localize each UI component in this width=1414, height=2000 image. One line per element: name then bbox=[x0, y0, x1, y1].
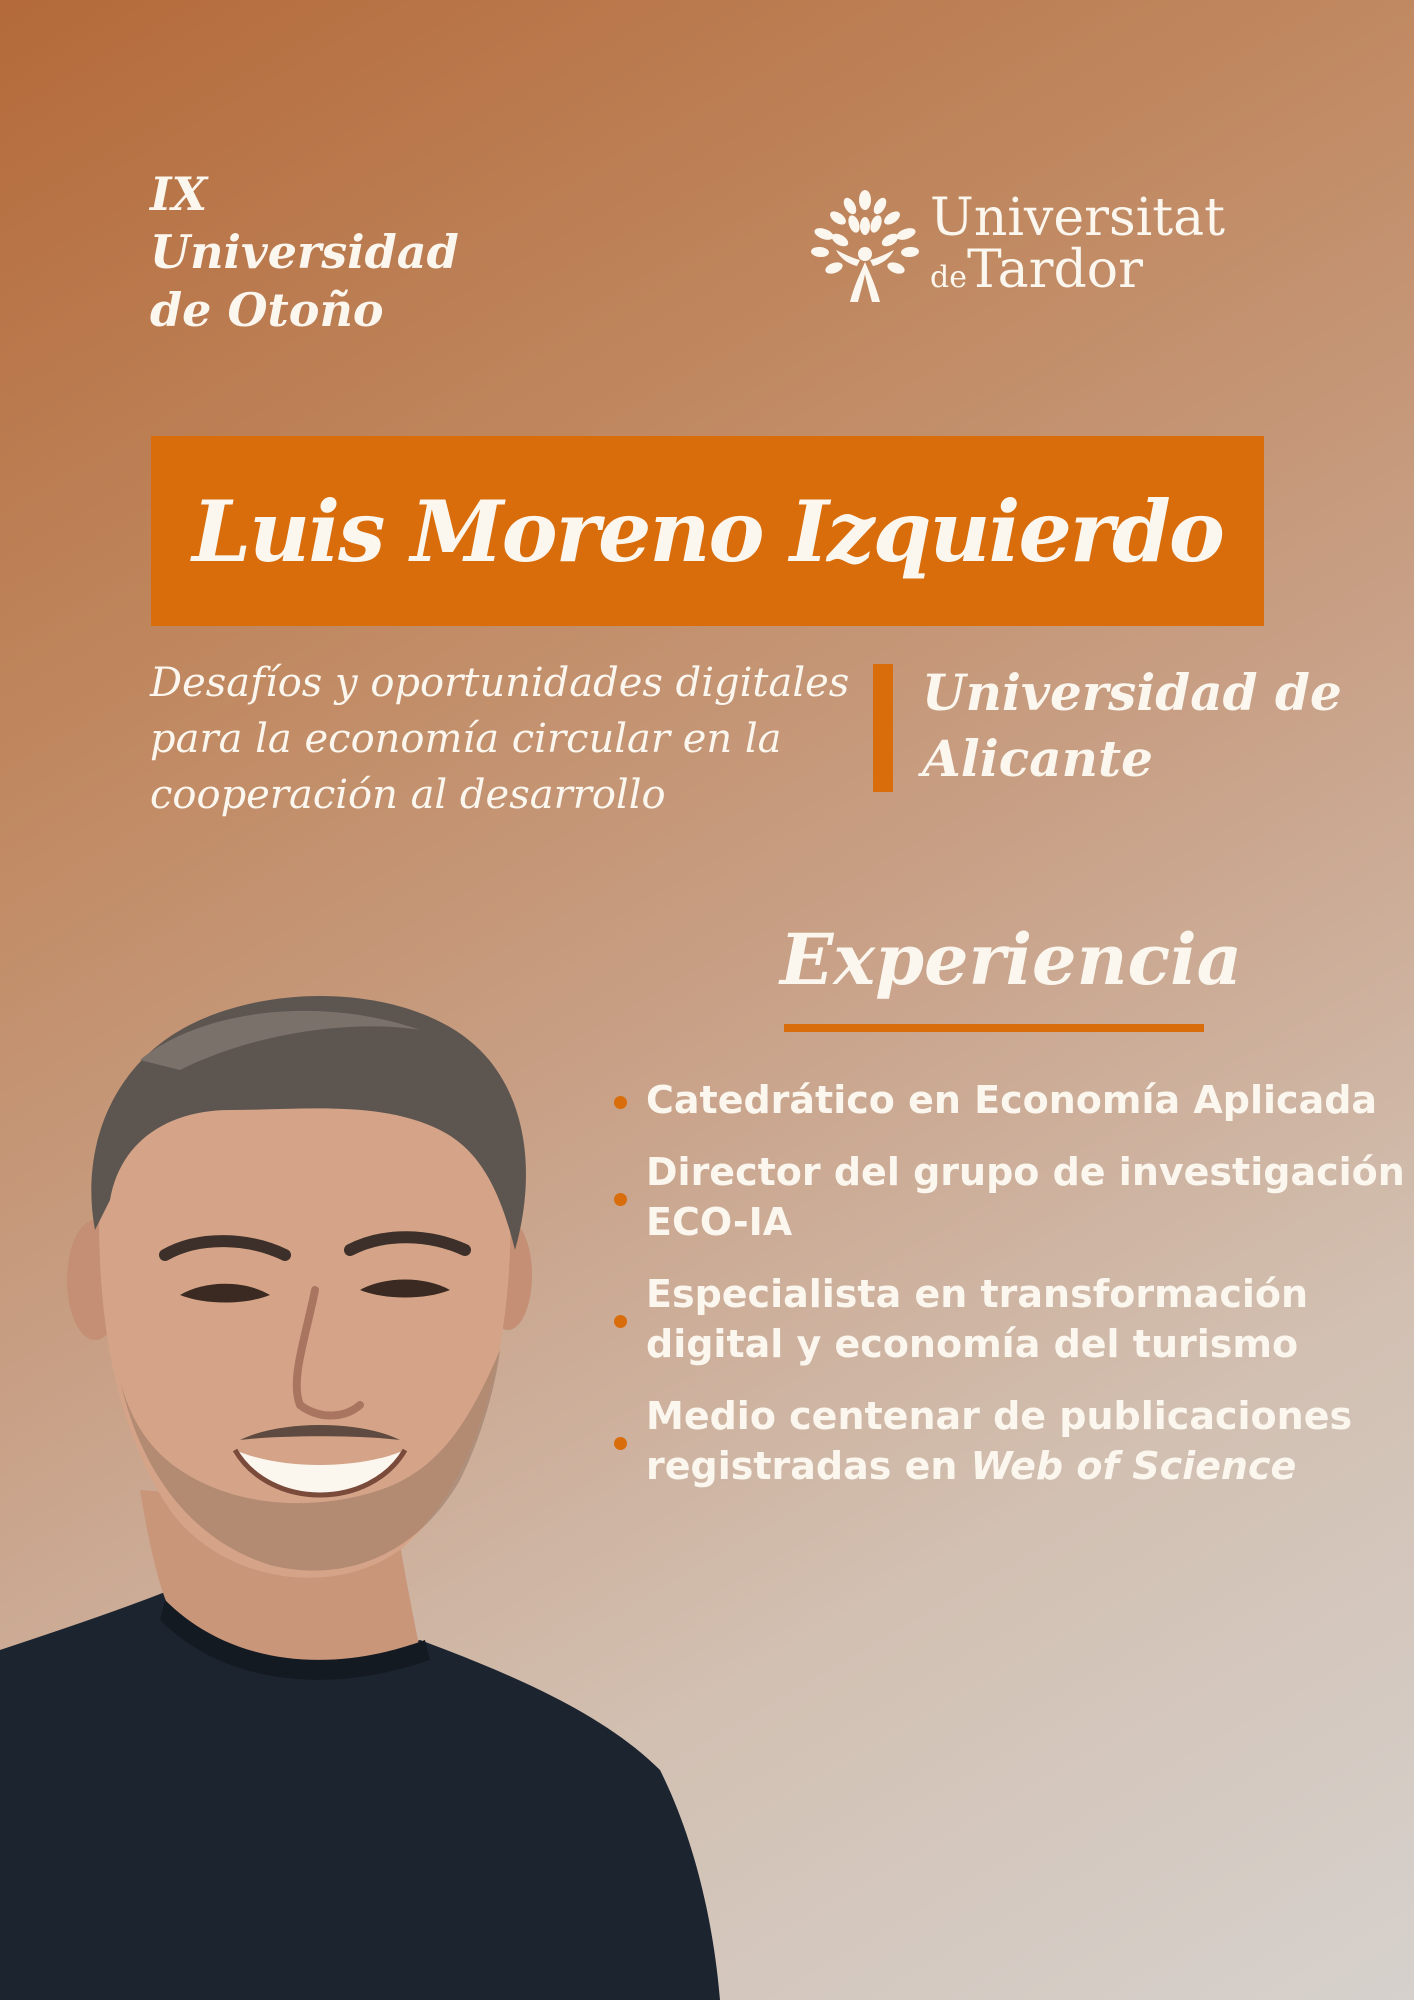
experience-item-line: Especialista en transformación bbox=[646, 1272, 1309, 1316]
event-title-line: Universidad bbox=[150, 225, 459, 279]
talk-title-line: para la economía circular en la bbox=[150, 716, 782, 762]
tree-icon bbox=[810, 190, 920, 304]
experience-heading: Experiencia bbox=[780, 918, 1243, 1001]
experience-item-line: Catedrático en Economía Aplicada bbox=[646, 1078, 1378, 1122]
affiliation-line: Universidad de bbox=[922, 663, 1342, 722]
experience-item bbox=[612, 1391, 1402, 1491]
experience-list bbox=[612, 1075, 1405, 1513]
talk-title-line: cooperación al desarrollo bbox=[150, 772, 666, 818]
experience-item bbox=[612, 1147, 1405, 1247]
universitat-de-tardor-logo bbox=[810, 190, 1240, 310]
logo-line-2-word: Tardor bbox=[966, 240, 1143, 300]
logo-line-1: Universitat bbox=[930, 188, 1226, 248]
event-title-line: IX bbox=[150, 167, 208, 221]
speaker-name: Luis Moreno Izquierdo bbox=[192, 481, 1223, 581]
experience-item-line: Medio centenar de publicaciones bbox=[646, 1394, 1353, 1438]
experience-item-line: ECO-IA bbox=[646, 1200, 793, 1244]
speaker-affiliation bbox=[922, 660, 1392, 792]
experience-item-italic: Web of Science bbox=[970, 1444, 1297, 1488]
experience-item-line: Director del grupo de investigación bbox=[646, 1150, 1405, 1194]
affiliation-line: Alicante bbox=[922, 729, 1153, 788]
talk-title-line: Desafíos y oportunidades digitales bbox=[150, 660, 850, 706]
experience-item-line bbox=[646, 1441, 1402, 1491]
experience-item-line: digital y economía del turismo bbox=[646, 1322, 1299, 1366]
event-title bbox=[150, 165, 510, 339]
talk-title bbox=[150, 655, 850, 823]
experience-underline bbox=[784, 1024, 1204, 1032]
speaker-photo bbox=[0, 950, 720, 2000]
experience-item bbox=[612, 1269, 1402, 1369]
divider-bar bbox=[873, 664, 893, 792]
experience-item bbox=[612, 1075, 1402, 1125]
speaker-name-banner bbox=[151, 436, 1264, 626]
experience-item-line-prefix: registradas en bbox=[646, 1444, 971, 1488]
logo-line-2-prefix: de bbox=[930, 260, 967, 295]
event-title-line: de Otoño bbox=[150, 283, 384, 337]
logo-line-2 bbox=[930, 242, 1143, 306]
